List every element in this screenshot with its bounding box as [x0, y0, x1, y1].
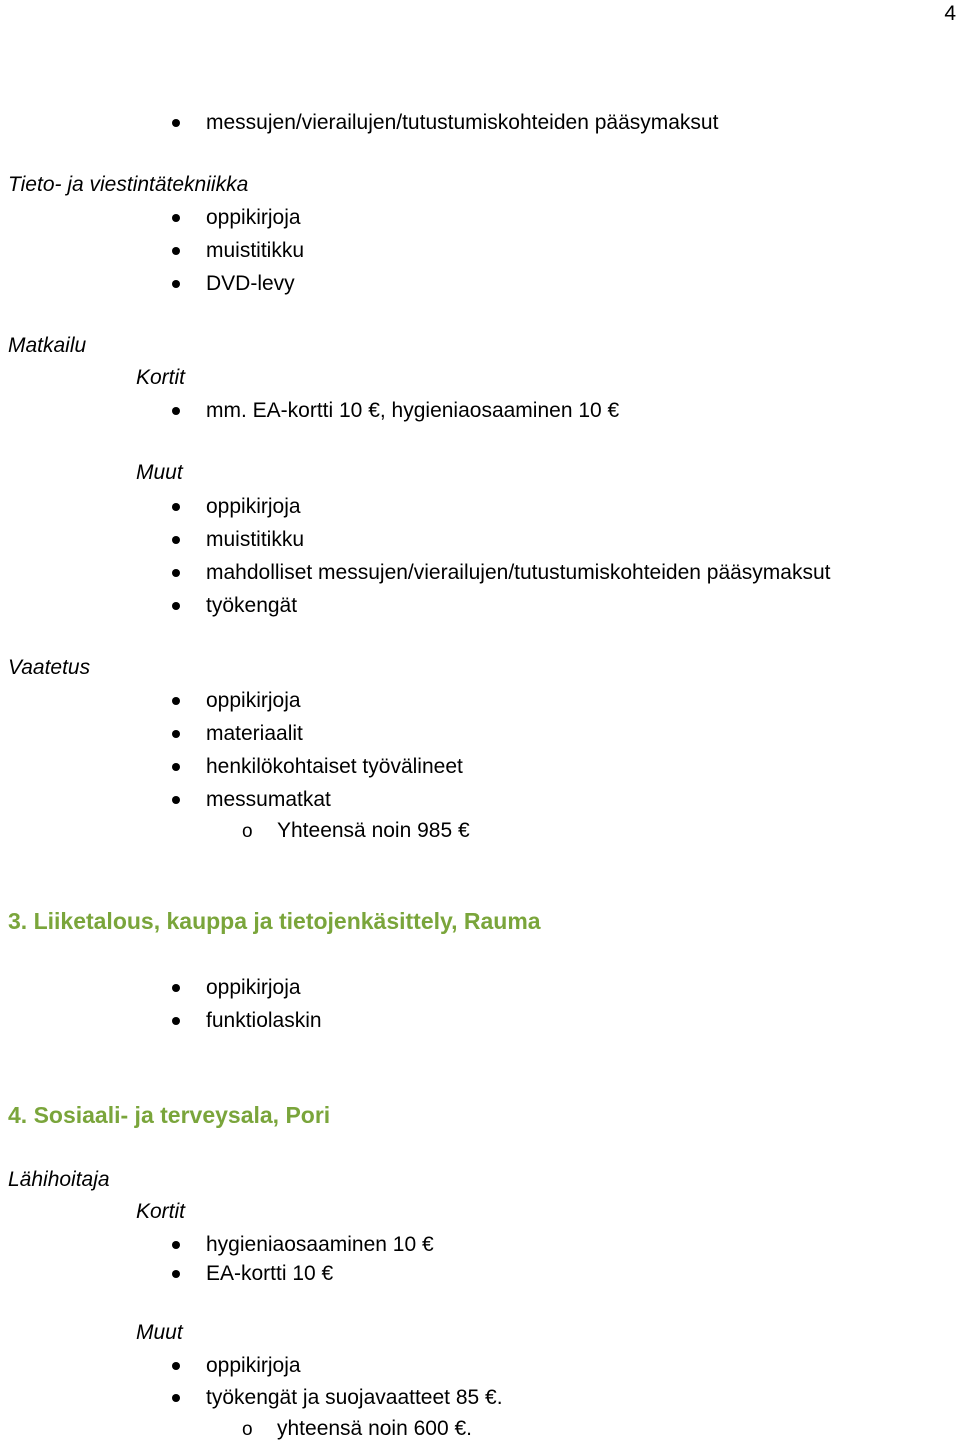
total-line: yhteensä noin 600 €.	[277, 1417, 472, 1440]
section-heading: 3. Liiketalous, kauppa ja tietojenkäsittely, Rauma	[8, 908, 541, 934]
group-label: Kortit	[136, 1200, 186, 1223]
bullet-icon	[172, 503, 180, 511]
list-item: työkengät ja suojavaatteet 85 €.	[206, 1386, 503, 1409]
bullet-icon	[172, 280, 180, 288]
bullet-icon	[172, 796, 180, 804]
subsection-title: Matkailu	[8, 334, 87, 357]
group-label: Kortit	[136, 366, 186, 389]
group-label: Muut	[136, 1321, 183, 1344]
list-item: hygieniaosaaminen 10 €	[206, 1233, 434, 1256]
group-label: Muut	[136, 461, 183, 484]
bullet-icon	[172, 407, 180, 415]
bullet-icon	[172, 214, 180, 222]
list-item: oppikirjoja	[206, 976, 301, 999]
list-item: materiaalit	[206, 722, 303, 745]
section-heading: 4. Sosiaali- ja terveysala, Pori	[8, 1102, 331, 1128]
bullet-icon	[172, 763, 180, 771]
page-number: 4	[944, 2, 956, 25]
list-item: messumatkat	[206, 788, 331, 811]
subsection-title: Vaatetus	[8, 656, 91, 679]
bullet-icon	[172, 536, 180, 544]
bullet-icon	[172, 119, 180, 127]
list-item: oppikirjoja	[206, 495, 301, 518]
circle-bullet-icon: o	[242, 1419, 253, 1440]
list-item: funktiolaskin	[206, 1009, 322, 1032]
list-item: henkilökohtaiset työvälineet	[206, 755, 463, 778]
circle-bullet-icon: o	[242, 821, 253, 842]
list-item: työkengät	[206, 594, 298, 617]
bullet-icon	[172, 1241, 180, 1249]
bullet-icon	[172, 697, 180, 705]
subsection-title: Tieto- ja viestintätekniikka	[8, 173, 249, 196]
list-item: EA-kortti 10 €	[206, 1262, 334, 1285]
total-line: Yhteensä noin 985 €	[277, 819, 470, 842]
bullet-icon	[172, 1394, 180, 1402]
list-item: oppikirjoja	[206, 206, 301, 229]
list-item: muistitikku	[206, 239, 305, 262]
list-item: oppikirjoja	[206, 689, 301, 712]
list-item: oppikirjoja	[206, 1354, 301, 1377]
bullet-icon	[172, 602, 180, 610]
list-item: mahdolliset messujen/vierailujen/tutustumiskohteiden pääsymaksut	[206, 561, 831, 584]
list-item: DVD-levy	[206, 272, 295, 295]
list-item: messujen/vierailujen/tutustumiskohteiden pääsymaksut	[206, 111, 719, 134]
subsection-title: Lähihoitaja	[8, 1168, 110, 1191]
bullet-icon	[172, 1270, 180, 1278]
list-item: mm. EA-kortti 10 €, hygieniaosaaminen 10 €	[206, 399, 620, 422]
bullet-icon	[172, 247, 180, 255]
list-item: muistitikku	[206, 528, 305, 551]
bullet-icon	[172, 1362, 180, 1370]
bullet-icon	[172, 569, 180, 577]
bullet-icon	[172, 984, 180, 992]
bullet-icon	[172, 730, 180, 738]
bullet-icon	[172, 1017, 180, 1025]
